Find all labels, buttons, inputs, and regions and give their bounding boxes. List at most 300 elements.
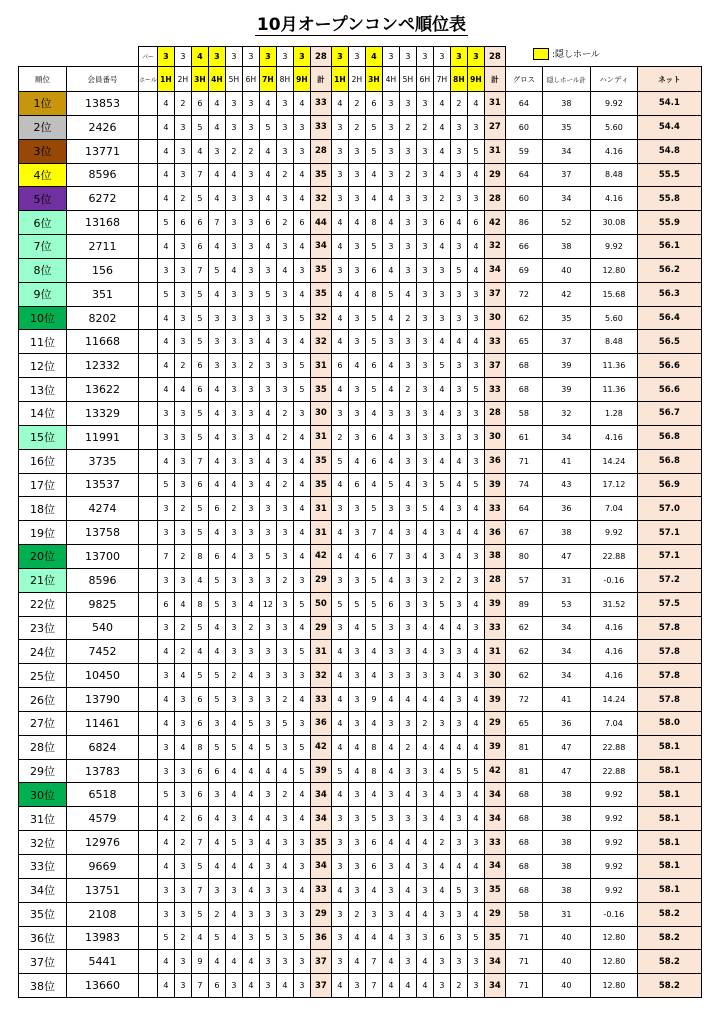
score-in-6: 2 [416,711,433,735]
score-out-8: 3 [276,735,293,759]
in-total: 35 [484,926,505,950]
score-in-5: 3 [399,807,416,831]
member-number: 13660 [67,974,139,998]
score-in-7: 3 [433,258,450,282]
score-in-3: 4 [365,878,382,902]
score-in-1: 3 [331,497,348,521]
score-in-4: 3 [382,139,399,163]
score-in-2: 3 [348,783,365,807]
score-in-2: 3 [348,640,365,664]
table-row [19,163,702,187]
score-in-3: 5 [365,330,382,354]
score-in-1: 3 [331,163,348,187]
in-total: 37 [484,354,505,378]
score-out-9: 4 [293,497,310,521]
score-in-6: 3 [416,139,433,163]
score-in-3: 4 [365,711,382,735]
member-number: 540 [67,616,139,640]
hidden-total: 34 [542,664,590,688]
score-in-4: 3 [382,902,399,926]
in-total: 28 [484,401,505,425]
score-in-5: 3 [399,664,416,688]
score-in-1: 4 [331,664,348,688]
score-out-5: 3 [225,330,242,354]
spacer-cell [139,902,158,926]
score-out-4: 4 [208,473,225,497]
score-in-8: 5 [450,258,467,282]
score-out-1: 3 [157,401,174,425]
score-out-7: 4 [259,401,276,425]
table-row [19,974,702,998]
score-out-2: 3 [174,855,191,879]
score-in-4: 3 [382,92,399,116]
score-in-8: 4 [450,735,467,759]
spacer-cell [139,855,158,879]
score-in-1: 3 [331,258,348,282]
score-out-2: 3 [174,902,191,926]
score-in-5: 4 [399,878,416,902]
score-out-1: 4 [157,115,174,139]
score-out-3: 7 [191,163,208,187]
score-out-3: 6 [191,759,208,783]
score-out-4: 4 [208,425,225,449]
score-in-4: 3 [382,855,399,879]
rank-cell: 24位 [19,640,67,664]
in-total: 29 [484,711,505,735]
col-net: ネット [637,67,701,92]
score-in-4: 5 [382,282,399,306]
out-total: 37 [310,950,331,974]
net-score: 55.8 [637,187,701,211]
score-out-9: 4 [293,92,310,116]
table-row [19,425,702,449]
member-number: 10450 [67,664,139,688]
score-in-5: 3 [399,545,416,569]
score-in-2: 3 [348,711,365,735]
par-out-6: 3 [242,47,259,67]
score-in-3: 5 [365,568,382,592]
score-in-2: 3 [348,974,365,998]
score-out-2: 3 [174,473,191,497]
score-in-3: 4 [365,783,382,807]
score-in-5: 3 [399,139,416,163]
member-number: 6518 [67,783,139,807]
score-out-5: 3 [225,878,242,902]
score-in-8: 3 [450,401,467,425]
out-total: 29 [310,902,331,926]
net-score: 56.3 [637,282,701,306]
spacer-cell [139,187,158,211]
score-out-7: 4 [259,235,276,259]
spacer-cell [139,735,158,759]
score-out-1: 4 [157,449,174,473]
gross-score: 68 [505,783,542,807]
gross-score: 58 [505,902,542,926]
score-in-6: 3 [416,664,433,688]
score-out-5: 3 [225,354,242,378]
net-score: 58.1 [637,759,701,783]
score-out-5: 3 [225,521,242,545]
score-in-5: 3 [399,497,416,521]
score-out-9: 5 [293,306,310,330]
score-out-2: 3 [174,449,191,473]
score-out-8: 4 [276,258,293,282]
score-out-4: 3 [208,354,225,378]
net-score: 58.1 [637,807,701,831]
col-rank: 順位 [19,67,67,92]
rank-cell: 28位 [19,735,67,759]
score-in-2: 4 [348,735,365,759]
member-number: 156 [67,258,139,282]
handicap: 22.88 [590,735,637,759]
score-out-9: 3 [293,568,310,592]
score-out-4: 4 [208,92,225,116]
rank-cell: 20位 [19,545,67,569]
gross-score: 81 [505,735,542,759]
score-in-4: 3 [382,401,399,425]
spacer-cell [139,545,158,569]
score-in-6: 3 [416,759,433,783]
score-in-1: 4 [331,378,348,402]
score-in-7: 4 [433,878,450,902]
score-out-8: 3 [276,92,293,116]
net-score: 56.7 [637,401,701,425]
net-score: 58.2 [637,926,701,950]
score-out-1: 7 [157,545,174,569]
score-in-1: 4 [331,92,348,116]
table-row [19,211,702,235]
score-out-3: 6 [191,711,208,735]
score-out-9: 5 [293,378,310,402]
score-out-3: 6 [191,211,208,235]
handicap: 9.92 [590,92,637,116]
score-in-2: 3 [348,664,365,688]
score-out-1: 3 [157,258,174,282]
score-in-2: 3 [348,568,365,592]
score-in-9: 3 [467,306,484,330]
score-in-2: 6 [348,473,365,497]
score-out-3: 6 [191,378,208,402]
score-in-8: 2 [450,974,467,998]
score-out-2: 3 [174,306,191,330]
score-in-7: 6 [433,211,450,235]
spacer-cell [139,950,158,974]
score-out-7: 3 [259,306,276,330]
score-in-1: 5 [331,592,348,616]
score-out-6: 3 [242,330,259,354]
par-in-7: 3 [433,47,450,67]
par-in-9: 3 [467,47,484,67]
table-row [19,926,702,950]
score-in-2: 4 [348,449,365,473]
score-out-2: 2 [174,187,191,211]
score-out-1: 5 [157,926,174,950]
score-in-4: 4 [382,378,399,402]
score-out-8: 3 [276,139,293,163]
score-out-1: 5 [157,473,174,497]
score-out-1: 3 [157,521,174,545]
score-out-8: 4 [276,974,293,998]
score-out-7: 3 [259,688,276,712]
score-in-7: 4 [433,330,450,354]
hidden-total: 34 [542,425,590,449]
hidden-total: 39 [542,378,590,402]
out-total: 28 [310,139,331,163]
score-out-1: 4 [157,187,174,211]
table-row [19,473,702,497]
score-out-7: 3 [259,902,276,926]
score-out-9: 6 [293,211,310,235]
spacer-cell [139,688,158,712]
score-out-8: 2 [276,473,293,497]
score-in-6: 3 [416,378,433,402]
table-row [19,735,702,759]
score-out-6: 3 [242,568,259,592]
score-out-6: 3 [242,545,259,569]
score-out-9: 3 [293,711,310,735]
score-in-4: 3 [382,711,399,735]
gross-score: 71 [505,926,542,950]
net-score: 57.2 [637,568,701,592]
hidden-total: 38 [542,92,590,116]
score-out-3: 5 [191,664,208,688]
score-in-5: 4 [399,473,416,497]
score-out-3: 5 [191,115,208,139]
score-out-1: 5 [157,783,174,807]
score-in-9: 5 [467,759,484,783]
score-in-5: 4 [399,902,416,926]
handicap: 4.16 [590,616,637,640]
score-out-9: 4 [293,688,310,712]
score-out-8: 3 [276,235,293,259]
score-in-8: 3 [450,187,467,211]
score-out-4: 4 [208,378,225,402]
member-number: 13758 [67,521,139,545]
score-in-7: 3 [433,664,450,688]
score-out-6: 4 [242,759,259,783]
hidden-total: 34 [542,616,590,640]
handicap: 12.80 [590,974,637,998]
rank-cell: 11位 [19,330,67,354]
score-in-3: 6 [365,354,382,378]
score-out-4: 6 [208,545,225,569]
score-out-3: 5 [191,616,208,640]
score-out-1: 3 [157,664,174,688]
score-out-1: 3 [157,878,174,902]
score-out-9: 5 [293,759,310,783]
score-in-5: 3 [399,640,416,664]
score-in-5: 3 [399,354,416,378]
score-in-1: 3 [331,831,348,855]
score-in-5: 4 [399,974,416,998]
score-out-3: 4 [191,139,208,163]
score-in-8: 5 [450,759,467,783]
in-total: 33 [484,330,505,354]
member-number: 13622 [67,378,139,402]
score-out-3: 6 [191,92,208,116]
score-out-1: 3 [157,425,174,449]
net-score: 56.8 [637,449,701,473]
score-in-2: 5 [348,592,365,616]
score-in-5: 3 [399,235,416,259]
score-out-1: 5 [157,211,174,235]
hidden-total: 36 [542,711,590,735]
score-out-6: 5 [242,711,259,735]
score-in-4: 3 [382,330,399,354]
score-out-8: 2 [276,688,293,712]
handicap: 4.16 [590,664,637,688]
member-number: 13853 [67,92,139,116]
rank-cell: 31位 [19,807,67,831]
score-in-4: 4 [382,187,399,211]
score-out-2: 4 [174,735,191,759]
blank-cell [542,47,590,67]
in-total: 31 [484,139,505,163]
hidden-total: 31 [542,902,590,926]
table-row [19,616,702,640]
score-out-3: 6 [191,688,208,712]
score-in-9: 3 [467,974,484,998]
rank-cell: 2位 [19,115,67,139]
score-out-6: 3 [242,282,259,306]
score-out-1: 4 [157,855,174,879]
score-in-1: 3 [331,115,348,139]
col-out-1: 1H [157,67,174,92]
col-in-6: 6H [416,67,433,92]
score-out-4: 5 [208,258,225,282]
score-out-8: 3 [276,950,293,974]
blank-cell [19,47,67,67]
gross-score: 68 [505,878,542,902]
gross-score: 61 [505,425,542,449]
score-out-4: 4 [208,616,225,640]
score-out-5: 3 [225,401,242,425]
rank-cell: 18位 [19,497,67,521]
score-in-6: 3 [416,592,433,616]
score-out-6: 4 [242,878,259,902]
hidden-total: 39 [542,354,590,378]
net-score: 57.8 [637,688,701,712]
gross-score: 58 [505,401,542,425]
score-out-5: 3 [225,306,242,330]
score-out-5: 4 [225,950,242,974]
score-out-9: 4 [293,282,310,306]
rank-cell: 38位 [19,974,67,998]
score-in-6: 3 [416,855,433,879]
gross-score: 86 [505,211,542,235]
score-in-2: 3 [348,855,365,879]
table-row [19,139,702,163]
score-in-2: 3 [348,306,365,330]
net-score: 56.6 [637,354,701,378]
score-in-7: 4 [433,378,450,402]
gross-score: 72 [505,282,542,306]
rank-cell: 37位 [19,950,67,974]
in-total: 42 [484,759,505,783]
score-in-1: 4 [331,473,348,497]
score-out-5: 4 [225,545,242,569]
gross-score: 64 [505,497,542,521]
hidden-total: 41 [542,449,590,473]
spacer-cell [139,378,158,402]
score-out-7: 4 [259,139,276,163]
score-out-5: 3 [225,616,242,640]
gross-score: 68 [505,354,542,378]
score-out-5: 4 [225,926,242,950]
score-in-3: 6 [365,425,382,449]
score-out-5: 4 [225,473,242,497]
score-out-2: 3 [174,688,191,712]
score-in-2: 3 [348,235,365,259]
in-total: 36 [484,521,505,545]
score-in-4: 4 [382,354,399,378]
col-out-3: 3H [191,67,208,92]
score-in-3: 5 [365,807,382,831]
score-in-7: 3 [433,974,450,998]
par-out-2: 3 [174,47,191,67]
hidden-total: 40 [542,258,590,282]
score-out-6: 3 [242,92,259,116]
in-total: 32 [484,235,505,259]
score-in-6: 4 [416,735,433,759]
score-in-8: 3 [450,163,467,187]
col-out-5: 5H [225,67,242,92]
in-total: 33 [484,497,505,521]
handicap: 12.80 [590,926,637,950]
score-out-7: 3 [259,378,276,402]
score-out-7: 3 [259,497,276,521]
net-score: 56.5 [637,330,701,354]
in-total: 38 [484,545,505,569]
score-in-7: 4 [433,807,450,831]
hidden-total: 40 [542,950,590,974]
score-out-9: 4 [293,807,310,831]
out-total: 32 [310,187,331,211]
net-score: 57.1 [637,521,701,545]
score-in-9: 3 [467,616,484,640]
hidden-total: 40 [542,974,590,998]
rank-cell: 32位 [19,831,67,855]
gross-score: 65 [505,711,542,735]
score-in-8: 4 [450,545,467,569]
score-out-9: 3 [293,258,310,282]
gross-score: 71 [505,950,542,974]
score-out-4: 3 [208,711,225,735]
score-in-3: 5 [365,115,382,139]
out-total: 50 [310,592,331,616]
score-out-1: 4 [157,235,174,259]
handicap: 11.36 [590,354,637,378]
handicap: 1.28 [590,401,637,425]
score-in-8: 4 [450,211,467,235]
score-out-8: 3 [276,521,293,545]
score-in-9: 3 [467,831,484,855]
score-out-2: 3 [174,282,191,306]
score-out-8: 3 [276,545,293,569]
score-out-1: 3 [157,616,174,640]
net-score: 55.9 [637,211,701,235]
score-out-1: 4 [157,306,174,330]
par-out-8: 3 [276,47,293,67]
score-in-7: 4 [433,783,450,807]
score-out-2: 2 [174,497,191,521]
score-out-1: 4 [157,92,174,116]
rank-cell: 13位 [19,378,67,402]
member-number: 13700 [67,545,139,569]
score-out-7: 4 [259,473,276,497]
score-out-8: 3 [276,449,293,473]
score-out-3: 7 [191,878,208,902]
